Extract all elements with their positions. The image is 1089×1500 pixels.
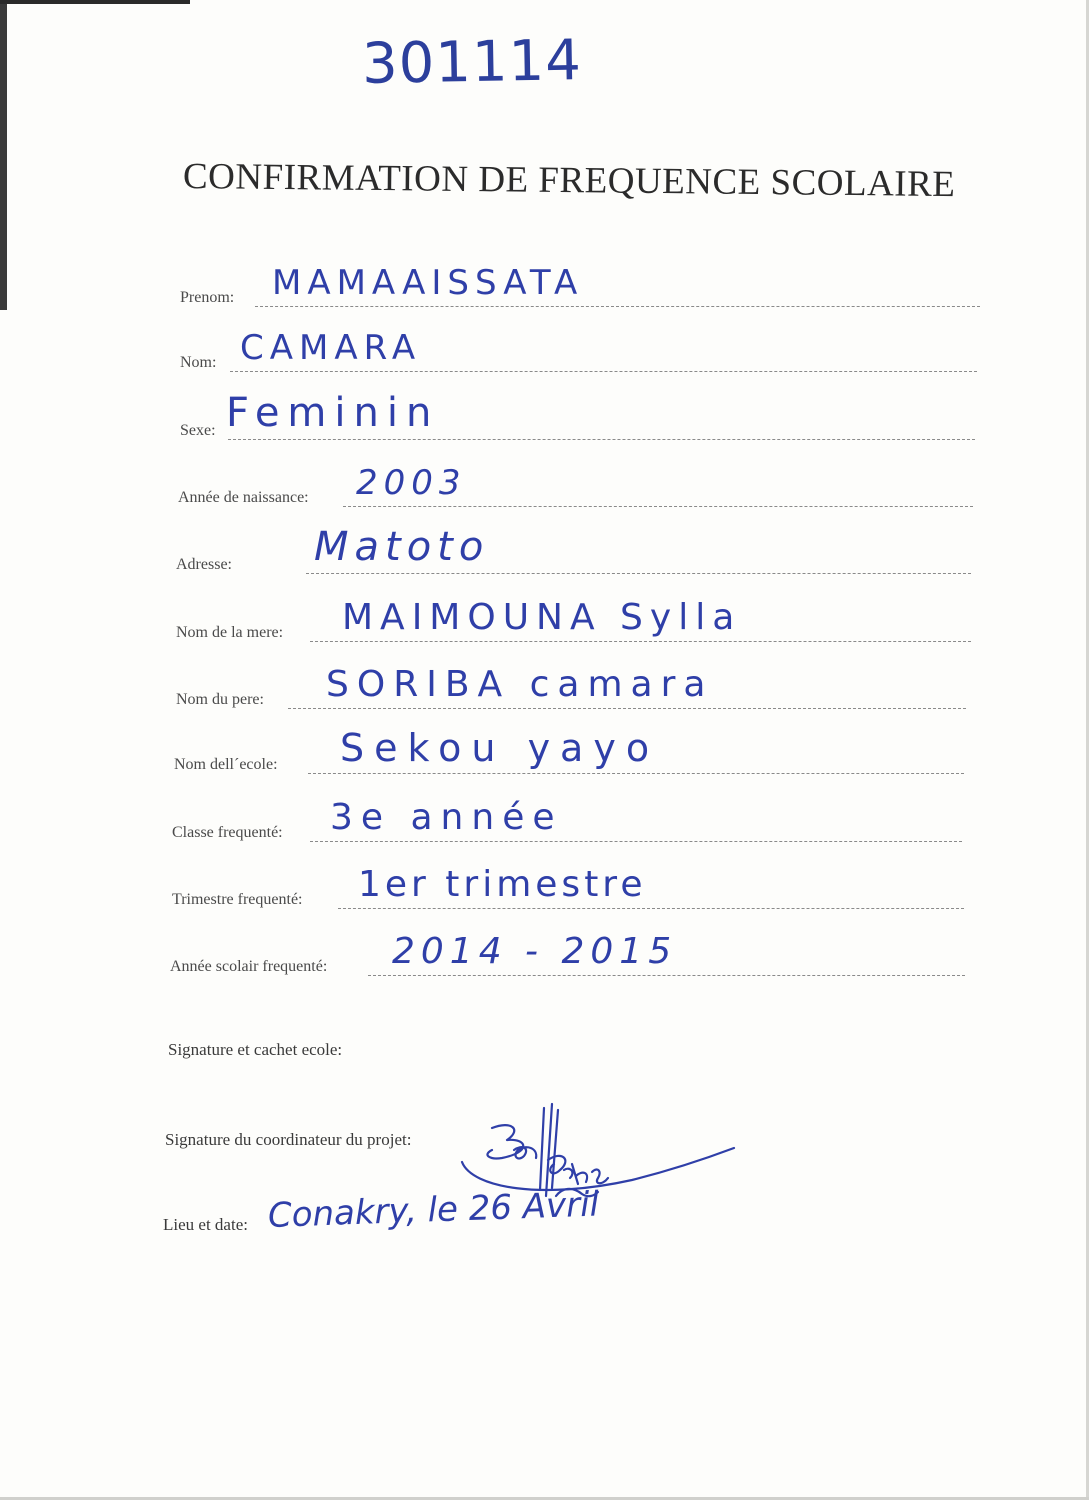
place-date-label: Lieu et date: <box>163 1215 248 1234</box>
field-label: Prenom: <box>180 289 235 306</box>
field-value: 3e année <box>330 797 563 838</box>
field-line <box>228 439 975 440</box>
field-value: Matoto <box>314 524 490 570</box>
field-classe <box>172 790 962 850</box>
field-label: Nom du pere: <box>176 691 264 708</box>
field-label: Nom: <box>180 354 217 371</box>
field-line <box>343 506 973 507</box>
field-nom <box>180 320 977 380</box>
field-line <box>308 773 964 774</box>
field-label: Sexe: <box>180 422 216 439</box>
field-value: MAMAAISSATA <box>272 263 584 303</box>
field-line <box>306 573 971 574</box>
field-value: SORIBA camara <box>326 664 714 705</box>
field-value: CAMARA <box>240 328 422 368</box>
field-label: Adresse: <box>176 556 232 573</box>
field-label: Année scolair frequenté: <box>170 958 328 975</box>
field-value: Feminin <box>226 390 440 436</box>
field-line <box>338 908 964 909</box>
field-line <box>288 708 966 709</box>
field-label: Nom dell´ecole: <box>174 756 278 773</box>
field-line <box>255 306 980 307</box>
field-line <box>230 371 977 372</box>
school-signature-label: Signature et cachet ecole: <box>168 1040 343 1059</box>
field-adresse <box>176 522 971 582</box>
field-annee-naissance <box>178 455 973 515</box>
field-value: 2003 <box>356 463 467 503</box>
field-annee-scolaire <box>170 924 965 984</box>
field-line <box>310 641 971 642</box>
field-label: Trimestre frequenté: <box>172 891 303 908</box>
document-title: CONFIRMATION DE FREQUENCE SCOLAIRE <box>182 156 956 206</box>
field-value: 1er trimestre <box>358 864 647 905</box>
field-nom-ecole <box>174 722 964 782</box>
field-label: Année de naissance: <box>178 489 309 506</box>
field-prenom <box>180 255 980 315</box>
field-line <box>368 975 965 976</box>
field-label: Nom de la mere: <box>176 624 284 641</box>
field-value: MAIMOUNA Sylla <box>342 597 742 638</box>
field-sexe <box>180 388 975 448</box>
field-label: Classe frequenté: <box>172 824 283 841</box>
scan-edge-left <box>0 0 7 310</box>
field-line <box>310 841 962 842</box>
place-date-value: Conakry, le 26 Avril <box>267 1184 600 1236</box>
field-nom-pere <box>176 657 966 717</box>
scan-edge-top <box>0 0 190 4</box>
reference-number: 301114 <box>361 28 583 97</box>
field-nom-mere <box>176 590 971 650</box>
field-value: Sekou yayo <box>340 726 660 770</box>
field-trimestre <box>172 857 964 917</box>
coordinator-signature-label: Signature du coordinateur du projet: <box>165 1130 412 1149</box>
field-value: 2014 - 2015 <box>392 931 678 972</box>
